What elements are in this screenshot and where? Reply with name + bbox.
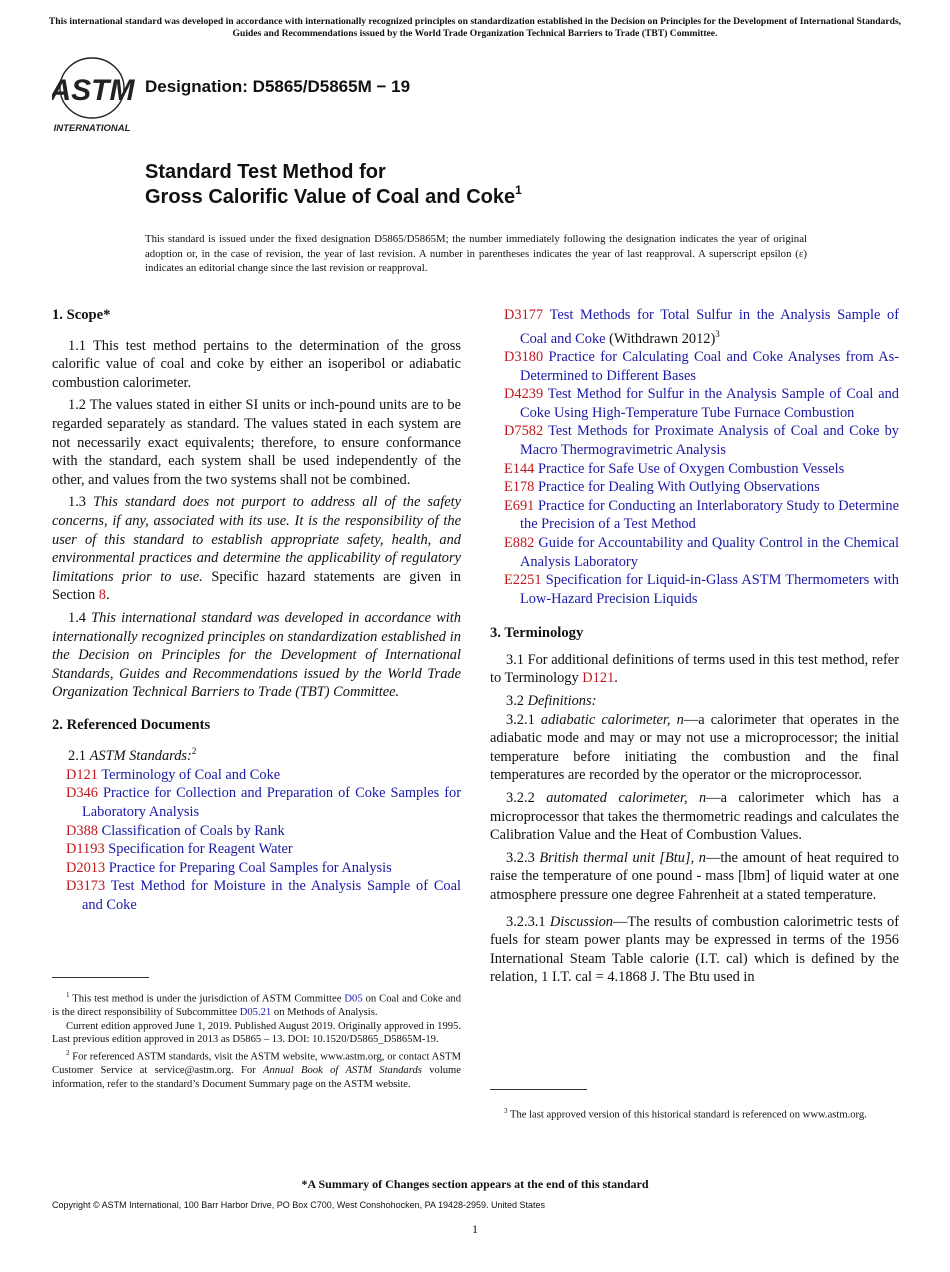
title-line-2: Gross Calorific Value of Coal and Coke$^1$ (145, 183, 522, 208)
designation: Designation: D5865/D5865M − 19 (145, 77, 411, 96)
ref-code[interactable]: E178 (504, 479, 535, 496)
referenced-standards-list-continued (490, 348, 899, 608)
ref-item[interactable] (490, 534, 899, 571)
footnote-divider (52, 977, 149, 978)
ref-code[interactable]: E882 (504, 534, 535, 551)
copyright: Copyright © ASTM International, 100 Barr Harbor Drive, PO Box C700, West Conshohocken, PA 19428-2959. United States (52, 1200, 546, 1210)
document-title (145, 160, 522, 210)
ref-item[interactable] (490, 348, 899, 385)
summary-of-changes-note: *A Summary of Changes section appears at the end of this standard (301, 1177, 649, 1191)
ref-item[interactable] (490, 497, 899, 534)
ref-code[interactable]: E2251 (504, 572, 542, 589)
ref-code[interactable]: D3180 (504, 348, 544, 365)
ref-title[interactable]: Test Method for Sulfur in the Analysis Sample of Coal and Coke Using High-Temperature Tube Furnace Combustion (520, 386, 899, 421)
logo-subtext: INTERNATIONAL (53, 123, 131, 134)
ref-item[interactable] (490, 478, 899, 497)
title-footnote-ref[interactable]: 1 (515, 183, 522, 197)
ref-title[interactable]: Practice for Dealing With Outlying Observations (538, 479, 820, 496)
tbt-notice: This international standard was developed in accordance with internationally recognized principles on standardization established in the Decision on Principles for the Development of International Standards, Guides and Recommendations issued by the World Trade Organization Technical Barriers to Trade (TBT) Committee. (48, 16, 902, 39)
terminology-3-2: 3.2 Definitions: (506, 693, 597, 710)
footnote-1-edition: Current edition approved June 1, 2019. Published August 2019. Originally approved in 1995. Last previous edition approved in 2013 as D5865 – 13. DOI: 10.1520/D5865_D5865M-19. (52, 1020, 461, 1046)
d05-link[interactable]: D05 (344, 993, 363, 1005)
astm-standards-label: 2.1 ASTM Standards:$^2$ (68, 746, 197, 765)
ref-title[interactable]: Practice for Preparing Coal Samples for Analysis (108, 859, 392, 876)
ref-title[interactable]: Specification for Reagent Water (108, 841, 293, 858)
ref-item[interactable] (490, 571, 899, 608)
ref-item[interactable] (52, 840, 461, 859)
ref-code[interactable]: E691 (504, 497, 535, 514)
astm-logo (52, 54, 136, 134)
right-column (490, 306, 899, 991)
d05-21-link[interactable]: D05.21 (239, 1007, 272, 1019)
scope-heading: 1. Scope* (52, 307, 111, 323)
d121-link[interactable]: D121 (582, 670, 615, 687)
scope-1-3: 1.3 This standard does not purport to address all of the safety concerns, if any, associated with its use. It is the responsibility of the user of this standard to establish appropriate safety, health, and environmental practices and determine the applicability of regulatory limitations prior to use. Specific hazard statements are given in Section 8. (52, 494, 461, 604)
ref-title[interactable]: Practice for Collection and Preparation of Coke Samples for Laboratory Analysis (82, 785, 461, 821)
ref-code[interactable]: D4239 (504, 386, 544, 403)
left-column (52, 306, 461, 915)
ref-code[interactable]: D2013 (66, 859, 106, 876)
discussion-3-2-3-1: 3.2.3.1 Discussion—The results of combustion calorimetric tests of fuels for steam power plants may be expressed in terms of the 1956 International Steam Table calorie (I.T. cal) which is defined by the relation, 1 I.T. cal = 4.1868 J. The Btu used in (490, 913, 899, 986)
title-line-1: Standard Test Method for (145, 161, 386, 183)
footnote-2: $^2$ For referenced ASTM standards, visit the ASTM website, www.astm.org, or contact ASTM Customer Service at service@astm.org. For Annual Book of ASTM Standards volume information, refer to the standard’s Document Summary page on the ASTM website. (52, 1048, 461, 1090)
footnotes-left (52, 989, 461, 1091)
footnote-1: $^1$ This test method is under the jurisdiction of ASTM Committee D05 on Coal and Coke and is the direct responsibility of Subcommittee D05.21 on Methods of Analysis. (52, 991, 461, 1019)
ref-item[interactable] (490, 422, 899, 459)
footnote-divider-right (490, 1089, 587, 1090)
ref-item[interactable] (52, 877, 461, 914)
ref-item[interactable] (490, 460, 899, 479)
ref-item[interactable] (52, 822, 461, 841)
section-8-link[interactable]: 8 (98, 587, 106, 604)
ref-code[interactable]: D1193 (66, 841, 105, 858)
logo-mark-text: ASTM (52, 74, 135, 107)
ref-title[interactable]: Terminology of Coal and Coke (101, 766, 281, 783)
astm-logo-icon (52, 54, 136, 134)
scope-1-2: 1.2 The values stated in either SI units or inch-pound units are to be regarded separately as standard. The values stated in each system are not necessarily exact equivalents; therefore, to ensure conformance with the standard, each system shall be used independently of the other, and values from the two systems shall not be combined. (52, 397, 461, 488)
ref-title[interactable]: Practice for Conducting an Interlaboratory Study to Determine the Precision of a Test Method (520, 497, 899, 533)
terminology-heading: 3. Terminology (490, 625, 584, 642)
ref-item[interactable] (490, 385, 899, 422)
refdocs-heading: 2. Referenced Documents (52, 716, 211, 733)
ref-title[interactable]: Specification for Liquid-in-Glass ASTM Thermometers with Low-Hazard Precision Liquids (520, 572, 899, 607)
ref-code[interactable]: D7582 (504, 423, 544, 440)
ref-item[interactable]: D3177 Test Methods for Total Sulfur in the Analysis Sample of Coal and Coke (Withdrawn 2012)$^3$ (504, 307, 899, 347)
ref-title[interactable]: Test Methods for Proximate Analysis of Coal and Coke by Macro Thermogravimetric Analysis (520, 423, 900, 458)
ref-code[interactable]: D346 (66, 785, 98, 802)
ref-code[interactable]: E144 (504, 460, 535, 477)
ref-code[interactable]: D3173 (66, 878, 106, 895)
definition-3-2-2: 3.2.2 automated calorimeter, n—a calorimeter which has a microprocessor that takes the thermometric readings and calculates the Calibration Value and the Heat of Combustion Values. (490, 790, 899, 844)
ref-item[interactable] (52, 784, 461, 821)
page-number: 1 (472, 1222, 478, 1236)
issued-note: This standard is issued under the fixed designation D5865/D5865M; the number immediately following the designation indicates the year of original adoption or, in the case of revision, the year of last revision. A number in parentheses indicates the year of last reapproval. A superscript epsilon (ε) indicates an editorial change since the last revision or reapproval. (145, 233, 807, 275)
ref-title[interactable]: Practice for Safe Use of Oxygen Combustion Vessels (538, 460, 845, 477)
ref-title[interactable]: Classification of Coals by Rank (101, 822, 285, 839)
footnotes-right (490, 1105, 899, 1122)
footnote-2-ref[interactable]: 2 (191, 746, 197, 757)
ref-code[interactable]: D388 (66, 822, 98, 839)
footnote-3: $^3$ The last approved version of this historical standard is referenced on www.astm.org. (504, 1107, 867, 1121)
ref-title[interactable]: Test Method for Moisture in the Analysis Sample of Coal and Coke (82, 878, 461, 914)
footnote-3-ref[interactable]: 3 (715, 328, 720, 339)
ref-title[interactable]: Guide for Accountability and Quality Control in the Chemical Analysis Laboratory (520, 534, 899, 570)
scope-1-1: 1.1 This test method pertains to the determination of the gross calorific value of coal and coke by either an isoperibol or adiabatic combustion calorimeter. (52, 337, 461, 391)
ref-title[interactable]: Practice for Calculating Coal and Coke Analyses from As-Determined to Different Bases (520, 348, 899, 384)
ref-code[interactable]: D121 (66, 766, 98, 783)
referenced-standards-list (52, 766, 461, 915)
ref-item[interactable] (52, 766, 461, 785)
ref-item[interactable] (52, 859, 461, 878)
scope-1-4: 1.4 This international standard was developed in accordance with internationally recognized principles on standardization established in the Decision on Principles for the Development of International Standards, Guides and Recommendations issued by the World Trade Organization Technical Barriers to Trade (TBT) Committee. (52, 609, 461, 701)
definition-3-2-1: 3.2.1 adiabatic calorimeter, n—a calorimeter that operates in the adiabatic mode and may or may not use a microprocessor; the initial temperature before initiating the combustion and the final temperatures are recorded by the operator or the microprocessor. (490, 711, 899, 784)
definition-3-2-3: 3.2.3 British thermal unit [Btu], n—the amount of heat required to raise the temperature of one pound - mass [lbm] of liquid water at one atmosphere pressure one degree Fahrenheit at a stated temperature. (490, 849, 899, 904)
terminology-3-1: 3.1 For additional definitions of terms used in this test method, refer to Terminology D121. (490, 651, 899, 687)
